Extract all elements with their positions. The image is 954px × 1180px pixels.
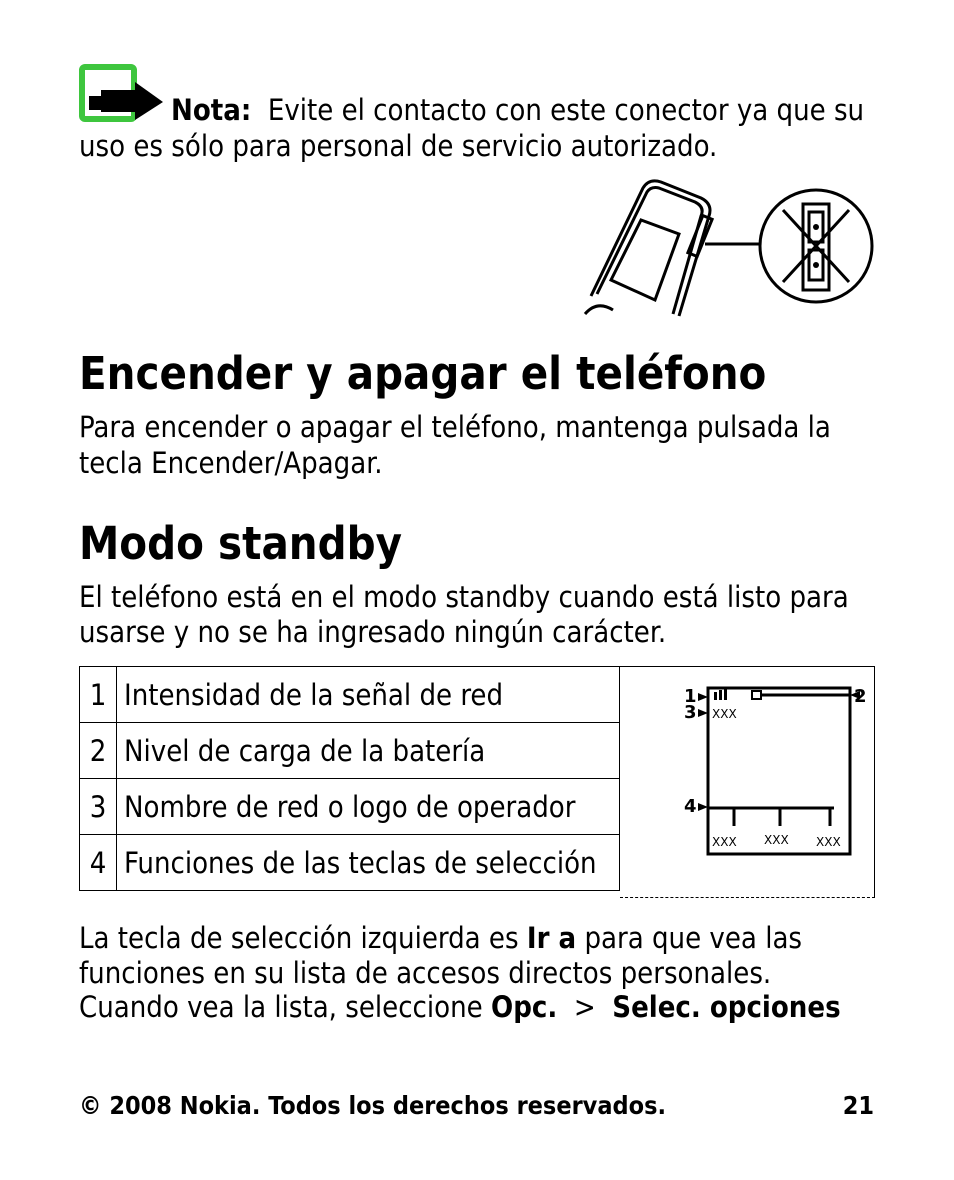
diagram-operator-text: XXX: [712, 707, 737, 721]
table-row: [80, 779, 620, 835]
row-description: Funciones de las teclas de selección: [117, 835, 620, 891]
section-title-standby: Modo standby: [79, 517, 402, 570]
note-line-2: uso es sólo para personal de servicio autorizado.: [79, 129, 718, 163]
table-row: [80, 723, 620, 779]
note-text-1: Evite el contacto con este conector ya que su: [267, 93, 865, 127]
row-number: 3: [80, 779, 117, 835]
standby-screen-diagram: [684, 680, 870, 862]
note-label: Nota:: [171, 93, 252, 127]
note-icon: [79, 64, 165, 122]
note-line-1: [171, 93, 864, 128]
section1-line-2: tecla Encender/Apagar.: [79, 446, 383, 480]
diagram-label-1: 1: [684, 686, 697, 707]
section1-line-1: Para encender o apagar el teléfono, mantenga pulsada la: [79, 410, 831, 444]
table-row: [80, 667, 620, 723]
row-description: Nombre de red o logo de operador: [117, 779, 620, 835]
section-title-encender: Encender y apagar el teléfono: [79, 347, 767, 400]
diagram-softkey-middle: XXX: [764, 833, 789, 847]
closing-text-3: Cuando vea la lista, seleccione: [79, 990, 483, 1024]
closing-go-to: Ir a: [526, 921, 577, 955]
closing-line-2: funciones en su lista de accesos directos personales.: [79, 956, 772, 990]
closing-text-1b: para que vea las: [584, 921, 803, 955]
section2-line-2: usarse y no se ha ingresado ningún carácter.: [79, 615, 667, 649]
page-number: 21: [842, 1091, 874, 1120]
diagram-softkey-right: XXX: [816, 835, 841, 849]
footer-copyright: © 2008 Nokia. Todos los derechos reservados.: [79, 1091, 666, 1120]
row-description: Nivel de carga de la batería: [117, 723, 620, 779]
row-number: 1: [80, 667, 117, 723]
closing-select-options: Selec. opciones: [612, 990, 841, 1024]
table-row: [80, 835, 620, 891]
diagram-label-3: 3: [684, 702, 697, 723]
closing-line-3: [79, 990, 841, 1025]
section2-line-1: El teléfono está en el modo standby cuando está listo para: [79, 580, 849, 614]
closing-options: Opc.: [491, 990, 558, 1024]
closing-separator: >: [573, 990, 596, 1024]
closing-text-1a: La tecla de selección izquierda es: [79, 921, 519, 955]
phone-connector-illustration: [583, 176, 875, 320]
diagram-softkey-left: XXX: [712, 835, 737, 849]
row-description: Intensidad de la señal de red: [117, 667, 620, 723]
diagram-label-4: 4: [684, 796, 697, 817]
row-number: 2: [80, 723, 117, 779]
diagram-label-2: 2: [854, 686, 867, 707]
row-number: 4: [80, 835, 117, 891]
standby-info-table: [79, 666, 620, 891]
closing-line-1: [79, 921, 802, 956]
